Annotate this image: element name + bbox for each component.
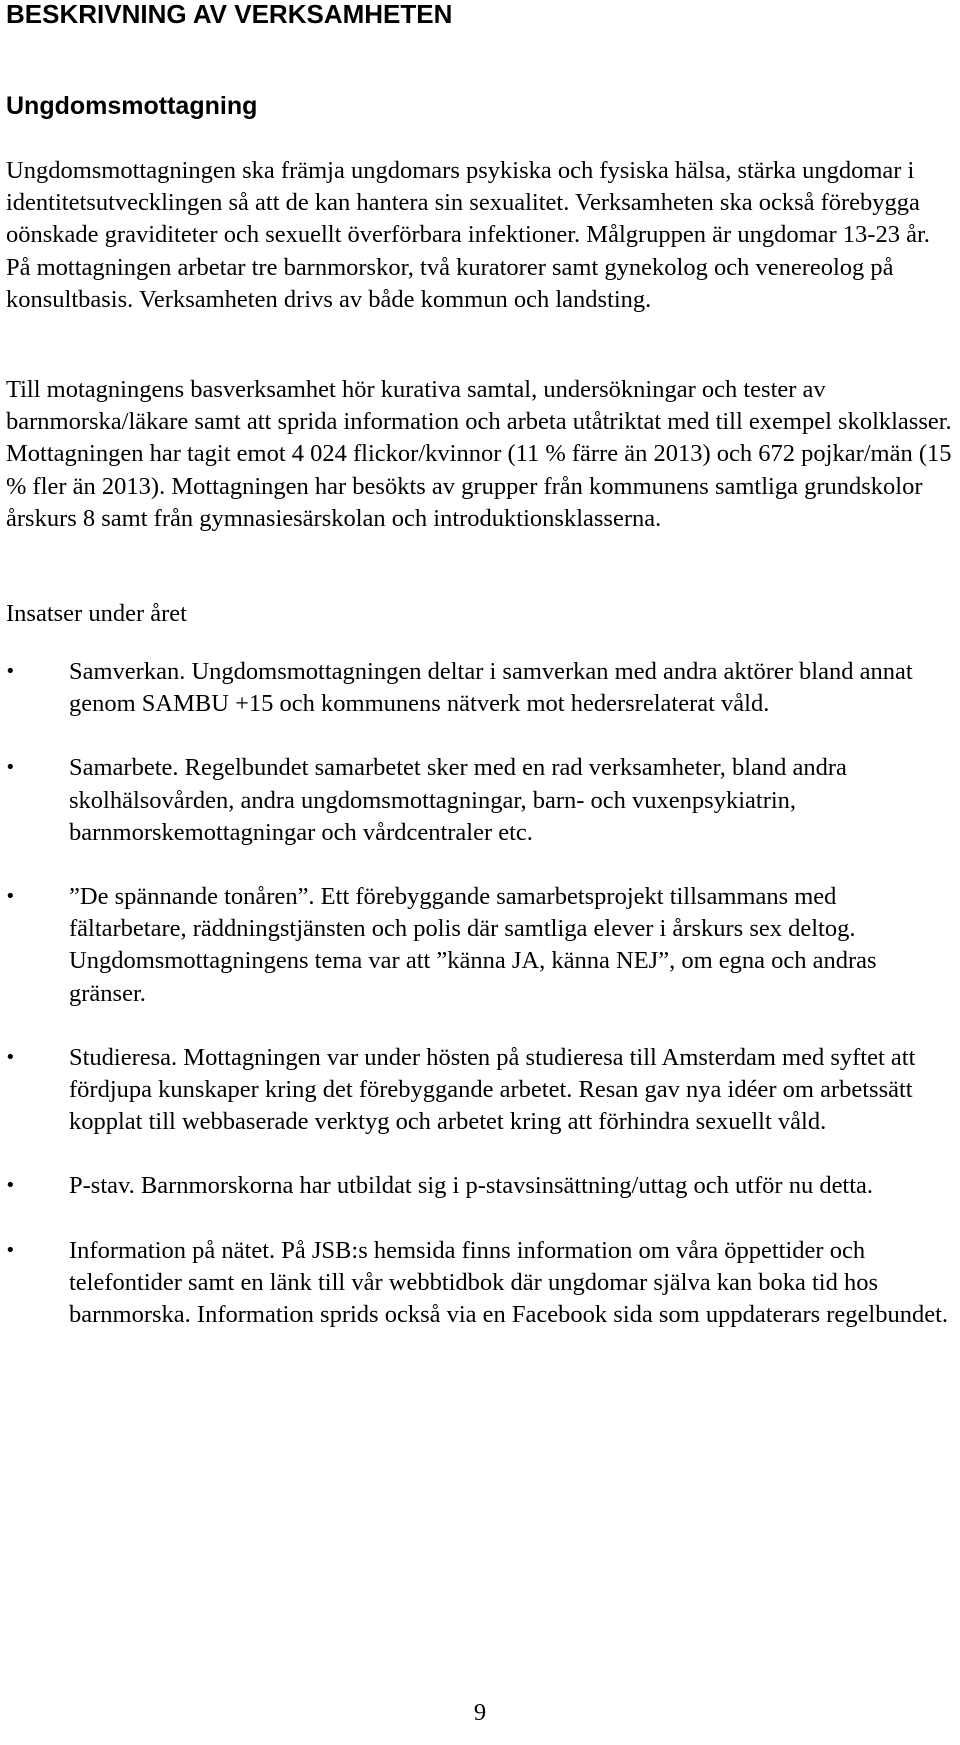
section-heading: Ungdomsmottagning xyxy=(6,92,258,120)
page-number: 9 xyxy=(473,1699,487,1726)
list-item-text: Information på nätet. På JSB:s hemsida finns information om våra öppettider och telefontider samt en länk till vår webbtidbok där ungdomar själva kan boka tid hos barnmorska. Information sprids också via en Facebook sida som uppdaterars regelbundet. xyxy=(69,1236,949,1329)
list-item-text: Samarbete. Regelbundet samarbetet sker med en rad verksamheter, bland andra skolhälsovården, andra ungdomsmottagningar, barn- och vuxenpsykiatrin, barnmorskemottagningar och vårdcentraler etc. xyxy=(69,754,847,846)
list-item-text: Studieresa. Mottagningen var under hösten på studieresa till Amsterdam med syftet att fördjupa kunskaper kring det förebyggande arbetet. Resan gav nya idéer om arbetssätt kopplat till webbaserade verktyg och arbetet kring att förhindra sexuellt våld. xyxy=(69,1043,916,1136)
list-item xyxy=(0,656,960,720)
bullet-icon: • xyxy=(5,661,16,682)
list-item-text: Samverkan. Ungdomsmottagningen deltar i samverkan med andra aktörer bland annat genom SAMBU +15 och kommunens nätverk mot hedersrelaterat våld. xyxy=(69,658,913,718)
bullet-icon: • xyxy=(5,886,16,908)
bullet-icon: • xyxy=(5,1175,16,1197)
activity-paragraph: Till motagningens basverksamhet hör kurativa samtal, undersökningar och tester av barnmorska/läkare samt att sprida information och arbeta utåtriktat med till exempel skolklasser. Mottagningen har tagit emot 4 024 flickor/kvinnor (11 % färre än 2013) och 672 pojkar/män (15 % fler än 2013). Mottagningen har besökts av grupper från kommunens samtliga grundskolor årskurs 8 samt från gymnasiesärskolan och introduktionsklasserna. xyxy=(6,376,952,532)
page-title: BESKRIVNING AV VERKSAMHETEN xyxy=(6,0,453,29)
subheading-paragraph: Insatser under året xyxy=(6,600,187,627)
bullet-icon: • xyxy=(5,757,16,779)
list-item xyxy=(0,1170,960,1202)
list-item-text: ”De spännande tonåren”. Ett förebyggande samarbetsprojekt tillsammans med fältarbetare, räddningstjänsten och polis där samtliga elever i årskurs sex deltog. Ungdomsmottagningens tema var att ”känna JA, känna NEJ”, om egna och andras gränser. xyxy=(69,883,877,1007)
list-item xyxy=(0,1235,960,1332)
list-item xyxy=(0,1042,960,1139)
list-item-text: P-stav. Barnmorskorna har utbildat sig i p-stavsinsättning/uttag och utför nu detta. xyxy=(69,1172,874,1200)
bullet-icon: • xyxy=(5,1046,16,1068)
intro-paragraph: Ungdomsmottagningen ska främja ungdomars psykiska och fysiska hälsa, stärka ungdomar i identitetsutvecklingen så att de kan hantera sin sexualitet. Verksamheten ska också förebygga oönskade graviditeter och sexuellt överförbara infektioner. Målgruppen är ungdomar 13-23 år. På mottagningen arbetar tre barnmorskor, två kuratorer samt gynekolog och venereolog på konsultbasis. Verksamheten drivs av både kommun och landsting. xyxy=(6,157,930,313)
bullet-list xyxy=(0,656,960,1363)
list-item xyxy=(0,752,960,849)
bullet-icon: • xyxy=(5,1239,16,1261)
list-item xyxy=(0,881,960,1010)
